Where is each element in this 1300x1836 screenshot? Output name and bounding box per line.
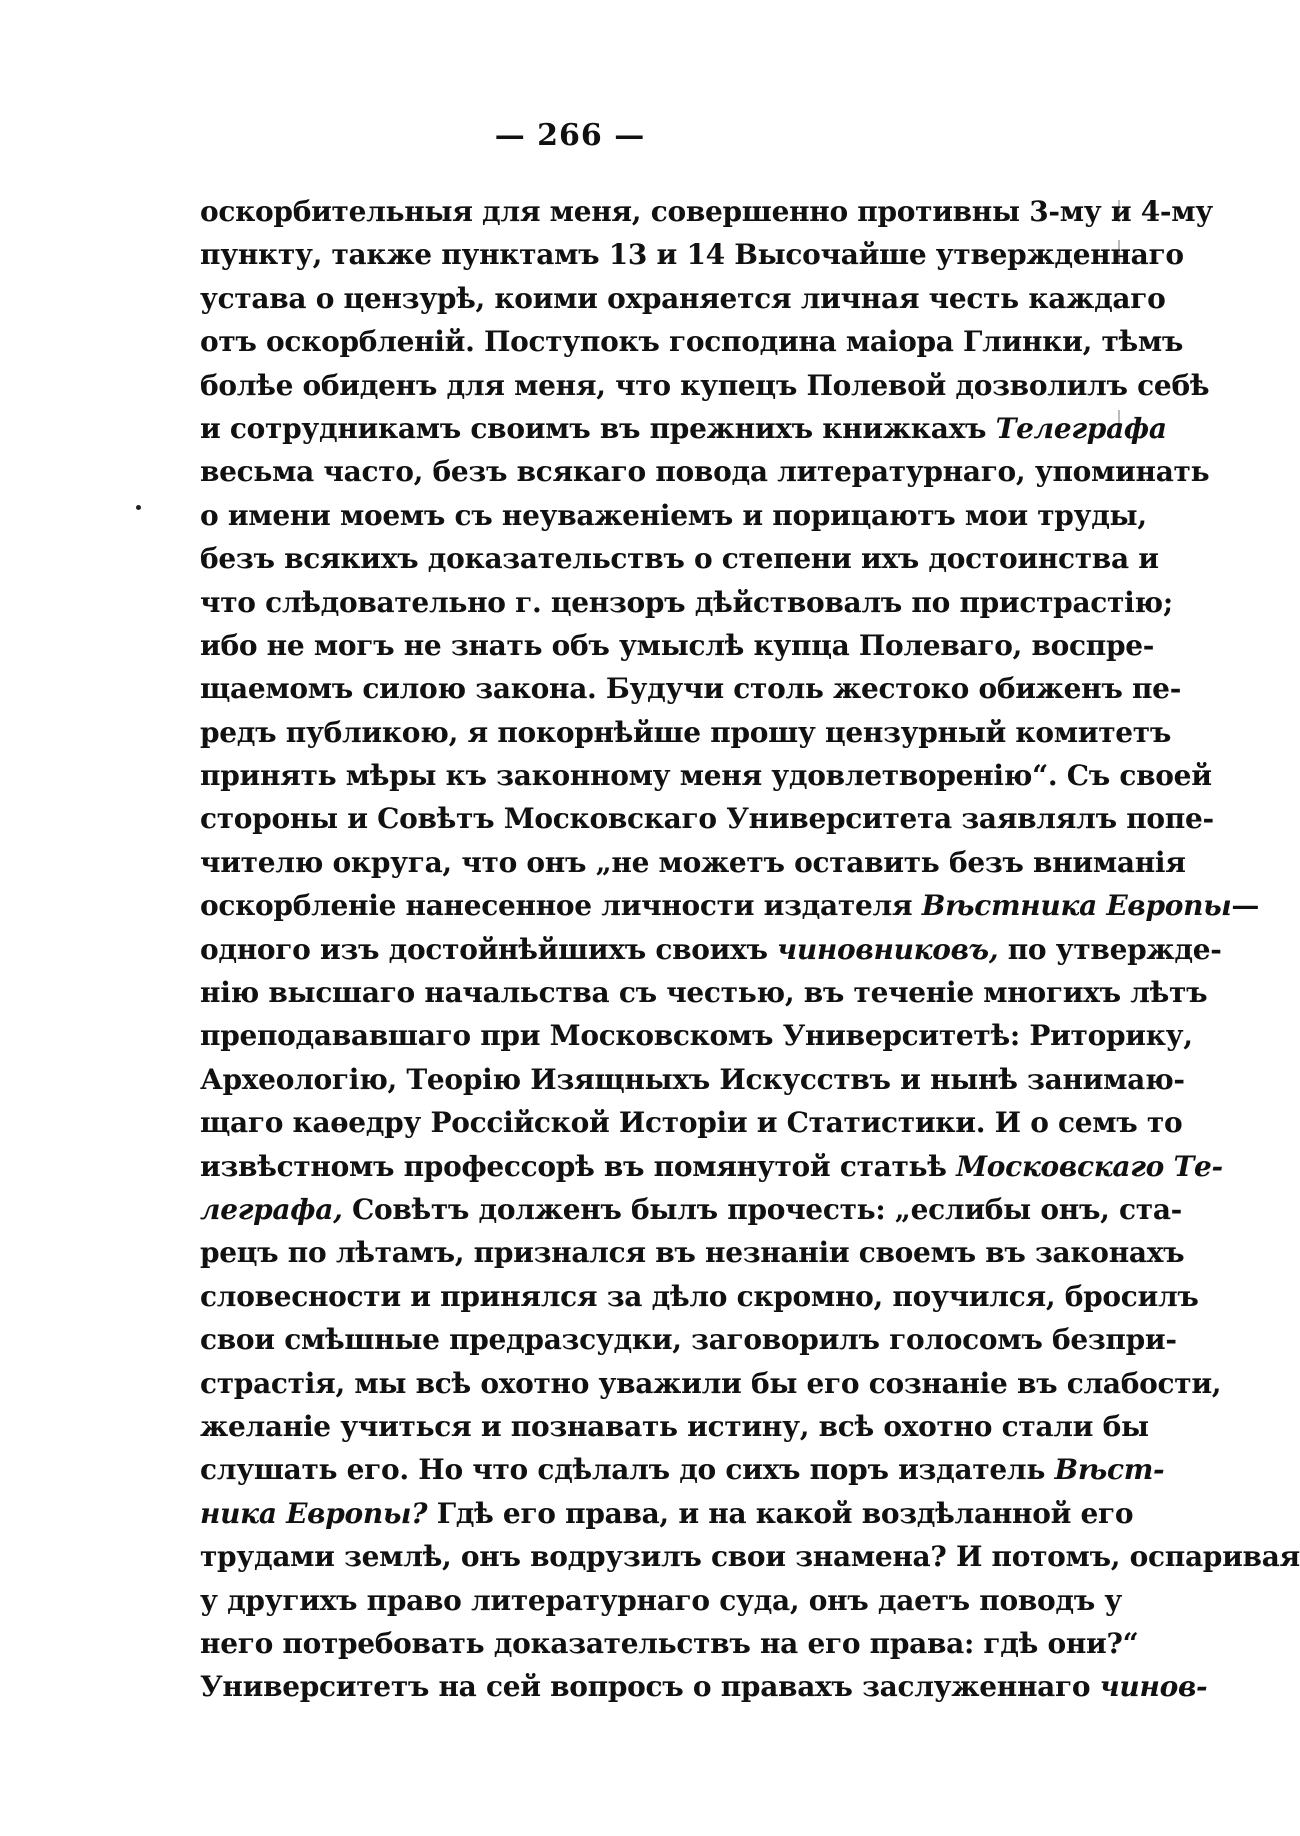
- text-run: о имени моемъ съ неуваженіемъ и порицаютъ мои труды,: [200, 498, 1147, 532]
- italic-text: чиновниковъ,: [777, 932, 999, 966]
- text-run: оскорбленіе нанесенное личности издателя: [200, 889, 922, 923]
- text-run: щаемомъ силою закона. Будучи столь жестоко обиженъ пе-: [200, 672, 1182, 706]
- text-run: принять мѣры къ законному меня удовлетворенію“. Съ своей: [200, 759, 1212, 793]
- text-line: [200, 1579, 1123, 1622]
- text-line: [200, 364, 1210, 407]
- text-line: [200, 1535, 1300, 1578]
- text-run: Совѣтъ долженъ былъ прочесть: „еслибы онъ, ста-: [342, 1192, 1182, 1226]
- text-line: [200, 884, 1260, 927]
- text-run: Гдѣ его права, и на какой воздѣланной его: [427, 1496, 1134, 1530]
- text-line: [200, 537, 1159, 580]
- text-run: редъ публикою, я покорнѣйше прошу цензурный комитетъ: [200, 715, 1172, 749]
- text-run: что слѣдовательно г. цензоръ дѣйствовалъ по пристрастію;: [200, 585, 1173, 619]
- text-line: [200, 233, 1184, 276]
- text-line: [200, 1231, 1185, 1274]
- italic-text: чинов-: [1099, 1670, 1208, 1704]
- text-line: [200, 1014, 1193, 1057]
- text-run: болѣе обиденъ для меня, что купецъ Полевой дозволилъ себѣ: [200, 368, 1210, 402]
- text-run: пункту, также пунктамъ 13 и 14 Высочайше утвержденнаго: [200, 238, 1184, 272]
- text-run: щаго каѳедру Россійской Исторіи и Статистики. И о семъ то: [200, 1106, 1183, 1140]
- text-line: [200, 1145, 1223, 1188]
- text-run: безъ всякихъ доказательствъ о степени ихъ достоинства и: [200, 542, 1159, 576]
- italic-text: ника Европы?: [200, 1496, 428, 1530]
- text-line: [200, 1188, 1182, 1231]
- italic-text: Вѣст-: [1054, 1453, 1165, 1487]
- text-run: стороны и Совѣтъ Московскаго Университета заявлялъ попе-: [200, 802, 1214, 836]
- text-line: [200, 1362, 1222, 1405]
- text-line: [200, 1101, 1183, 1144]
- text-line: [200, 407, 1167, 450]
- text-run: весьма часто, безъ всякаго повода литературнаго, упоминать: [200, 455, 1210, 489]
- text-line: [200, 711, 1172, 754]
- text-line: [200, 450, 1210, 493]
- text-run: ибо не могъ не знать объ умыслѣ купца Полеваго, воспре-: [200, 628, 1155, 662]
- body-text: [200, 190, 1300, 1709]
- text-run: одного изъ достойнѣйшихъ своихъ: [200, 932, 778, 966]
- text-line: [200, 754, 1212, 797]
- text-run: у другихъ право литературнаго суда, онъ даетъ поводъ у: [200, 1583, 1123, 1617]
- text-run: желаніе учиться и познавать истину, всѣ охотно стали бы: [200, 1409, 1149, 1443]
- text-line: [200, 797, 1214, 840]
- italic-text: леграфа,: [200, 1192, 343, 1226]
- text-line: [200, 971, 1208, 1014]
- italic-text: Телеграфа: [995, 411, 1167, 445]
- text-line: [200, 1665, 1208, 1708]
- text-line: [200, 1405, 1149, 1448]
- text-line: [200, 320, 1184, 363]
- text-line: [200, 928, 1222, 971]
- text-run: отъ оскорбленій. Поступокъ господина маіора Глинки, тѣмъ: [200, 325, 1184, 359]
- text-line: [200, 494, 1147, 537]
- text-run: Университетъ на сей вопросъ о правахъ заслуженнаго: [200, 1670, 1100, 1704]
- text-run: рецъ по лѣтамъ, признался въ незнаніи своемъ въ законахъ: [200, 1236, 1185, 1270]
- text-run: —: [1231, 889, 1260, 923]
- text-run: нію высшаго начальства съ честью, въ теченіе многихъ лѣтъ: [200, 976, 1208, 1010]
- text-run: страстія, мы всѣ охотно уважили бы его сознаніе въ слабости,: [200, 1366, 1222, 1400]
- text-run: оскорбительныя для меня, совершенно противны 3-му и 4-му: [200, 195, 1213, 228]
- text-run: преподававшаго при Московскомъ Университетѣ: Риторику,: [200, 1019, 1193, 1053]
- text-line: [200, 841, 1186, 884]
- text-line: [200, 190, 1213, 233]
- text-line: [200, 1275, 1199, 1318]
- text-run: слушать его. Но что сдѣлалъ до сихъ поръ издатель: [200, 1453, 1055, 1487]
- text-run: и сотрудникамъ своимъ въ прежнихъ книжкахъ: [200, 411, 996, 445]
- text-line: [200, 667, 1182, 710]
- text-line: [200, 1318, 1177, 1361]
- text-run: извѣстномъ профессорѣ въ помянутой статьѣ: [200, 1149, 957, 1183]
- text-run: по утвержде-: [998, 932, 1222, 966]
- text-line: [200, 1492, 1134, 1535]
- text-line: [200, 1058, 1185, 1101]
- text-run: свои смѣшные предразсудки, заговорилъ голосомъ безпри-: [200, 1323, 1177, 1357]
- text-line: [200, 1448, 1165, 1491]
- text-run: него потребовать доказательствъ на его права: гдѣ они?“: [200, 1626, 1139, 1660]
- text-run: словесности и принялся за дѣло скромно, поучился, бросилъ: [200, 1279, 1199, 1313]
- text-run: Археологію, Теорію Изящныхъ Искусствъ и нынѣ занимаю-: [200, 1062, 1185, 1096]
- page-number: — 266 —: [494, 118, 646, 153]
- text-run: устава о цензурѣ, коими охраняется личная честь каждаго: [200, 281, 1166, 315]
- margin-mark: [136, 505, 141, 510]
- text-run: чителю округа, что онъ „не можетъ оставить безъ вниманія: [200, 845, 1186, 879]
- text-line: [200, 624, 1155, 667]
- text-run: трудами землѣ, онъ водрузилъ свои знамена? И потомъ, оспаривая: [200, 1540, 1300, 1574]
- text-line: [200, 581, 1173, 624]
- text-line: [200, 1622, 1139, 1665]
- italic-text: Московскаго Те-: [956, 1149, 1223, 1183]
- text-line: [200, 277, 1166, 320]
- italic-text: Вѣстника Европы: [921, 889, 1232, 923]
